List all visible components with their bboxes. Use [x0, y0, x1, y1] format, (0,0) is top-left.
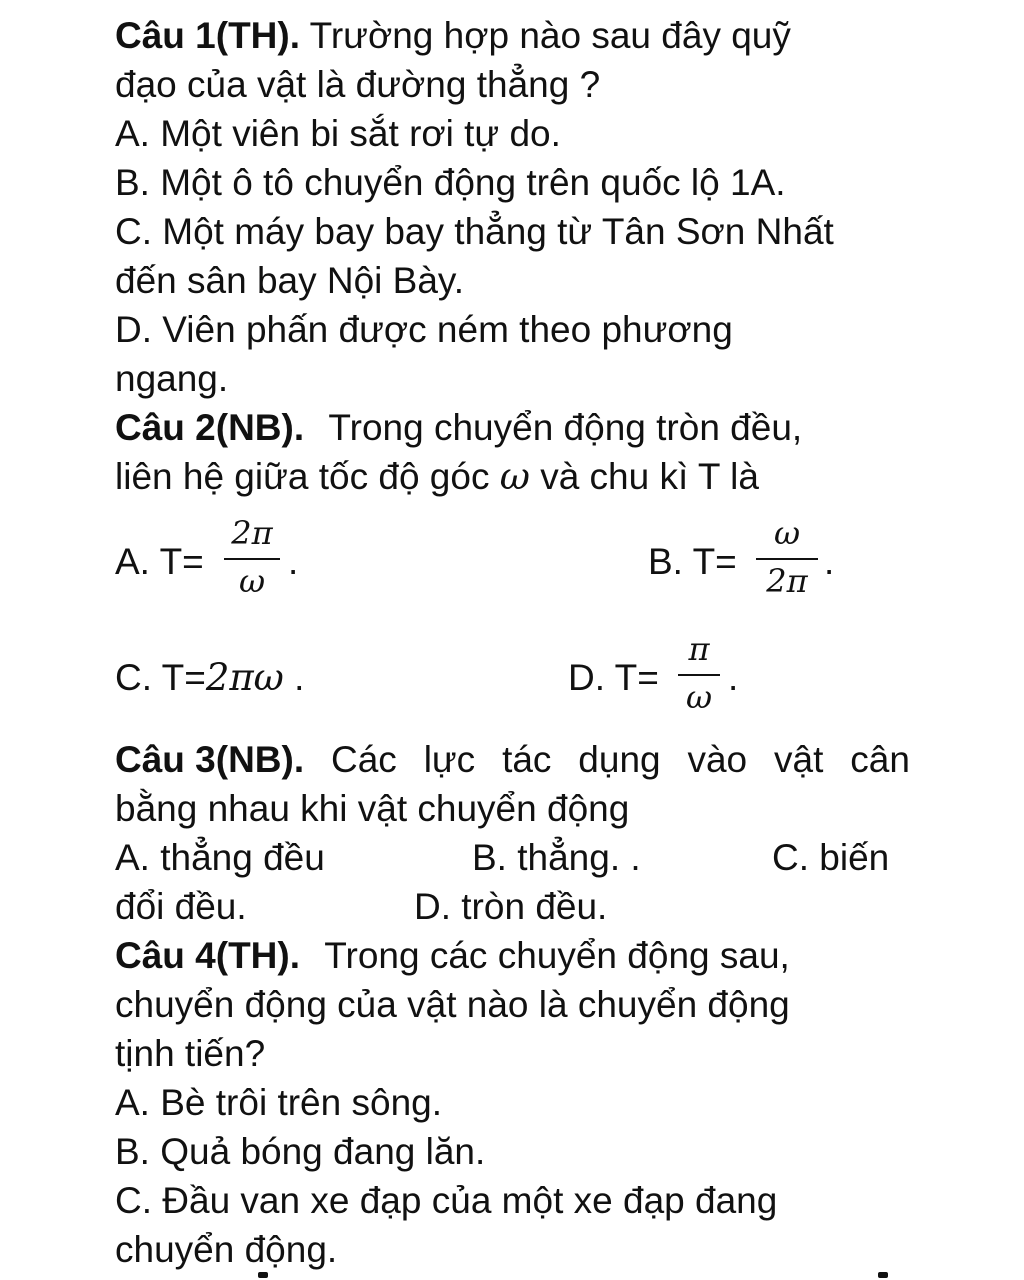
q1-option-a: A. Một viên bi sắt rơi tự do. [115, 113, 561, 154]
q3-word: dụng [578, 739, 661, 780]
q2-option-d-prefix: D. T= [568, 657, 659, 698]
fraction-numerator: ω [773, 514, 801, 552]
fraction-bar [678, 674, 720, 676]
q2-option-d-fraction [678, 630, 720, 716]
q4-option-c: C. Đầu van xe đạp của một xe đạp đang [115, 1180, 778, 1221]
q3-word: vật [774, 739, 824, 780]
q2-option-d-period: . [728, 657, 739, 698]
q2-option-a-fraction [224, 514, 280, 600]
q3-stem-line-1 [115, 738, 910, 782]
q3-option-d: D. tròn đều. [414, 886, 608, 927]
q2-stem-text-2: liên hệ giữa tốc độ góc [115, 456, 490, 497]
fraction-denominator: ω [238, 562, 266, 600]
q4-stem-text: Trong các chuyển động sau, [324, 935, 790, 976]
q1-stem-text: Trường hợp nào sau đây quỹ [309, 15, 791, 56]
q2-stem-line-1 [115, 406, 802, 450]
q2-label: Câu 2(NB). [115, 407, 305, 448]
q2-option-a-prefix: A. T= [115, 541, 204, 582]
q1-stem-line-1 [115, 14, 791, 58]
q1-stem-line-2: đạo của vật là đường thẳng ? [115, 64, 601, 105]
q3-word: cân [850, 739, 910, 780]
q4-label: Câu 4(TH). [115, 935, 300, 976]
omega-symbol: ω [499, 455, 530, 498]
fraction-bar [224, 558, 280, 560]
fraction-denominator: 2π [766, 562, 808, 600]
q2-option-c [115, 656, 304, 700]
q2-option-b-fraction [756, 514, 818, 600]
q1-option-c: C. Một máy bay bay thẳng từ Tân Sơn Nhất [115, 211, 834, 252]
q1-label: Câu 1(TH). [115, 15, 300, 56]
fraction-numerator: π [688, 630, 710, 668]
glyph-fragment [878, 1272, 888, 1278]
q2-option-c-prefix: C. T= [115, 657, 206, 698]
q3-option-b: B. thẳng. . [472, 837, 641, 878]
q3-word: vào [687, 739, 748, 780]
q2-stem-text: Trong chuyển động tròn đều, [328, 407, 803, 448]
q2-stem-line-2 [115, 455, 759, 499]
q3-option-c-cont: đổi đều. [115, 886, 247, 927]
q4-option-b: B. Quả bóng đang lăn. [115, 1131, 486, 1172]
cropped-next-line [0, 1272, 1024, 1280]
q1-option-d: D. Viên phấn được ném theo phương [115, 309, 733, 350]
fraction-numerator: 2π [231, 514, 273, 552]
q2-option-b-period: . [824, 541, 835, 582]
fraction-denominator: ω [685, 678, 713, 716]
q3-word: lực [423, 739, 476, 780]
q3-word: Các [331, 739, 397, 780]
q2-option-c-period: . [294, 657, 305, 698]
q3-option-c: C. biến [772, 837, 890, 878]
q1-option-b: B. Một ô tô chuyển động trên quốc lộ 1A. [115, 162, 786, 203]
q2-option-a-period: . [288, 541, 299, 582]
q3-label: Câu 3(NB). [115, 739, 305, 780]
q3-option-a: A. thẳng đều [115, 837, 325, 878]
q4-option-c-cont: chuyển động. [115, 1229, 338, 1270]
q4-stem-line-2: chuyển động của vật nào là chuyển động [115, 984, 790, 1025]
q2-option-c-expr: 2πω [205, 656, 284, 699]
q3-stem-line-2: bằng nhau khi vật chuyển động [115, 788, 630, 829]
q2-option-b-prefix: B. T= [648, 541, 737, 582]
q1-option-d-cont: ngang. [115, 358, 229, 399]
q2-stem-text-3: và chu kì T là [540, 456, 759, 497]
q3-word: tác [502, 739, 552, 780]
q4-stem-line-3: tịnh tiến? [115, 1033, 266, 1074]
glyph-fragment [258, 1272, 268, 1278]
q4-stem-line-1 [115, 934, 790, 978]
q1-option-c-cont: đến sân bay Nội Bày. [115, 260, 464, 301]
q4-option-a: A. Bè trôi trên sông. [115, 1082, 443, 1123]
fraction-bar [756, 558, 818, 560]
